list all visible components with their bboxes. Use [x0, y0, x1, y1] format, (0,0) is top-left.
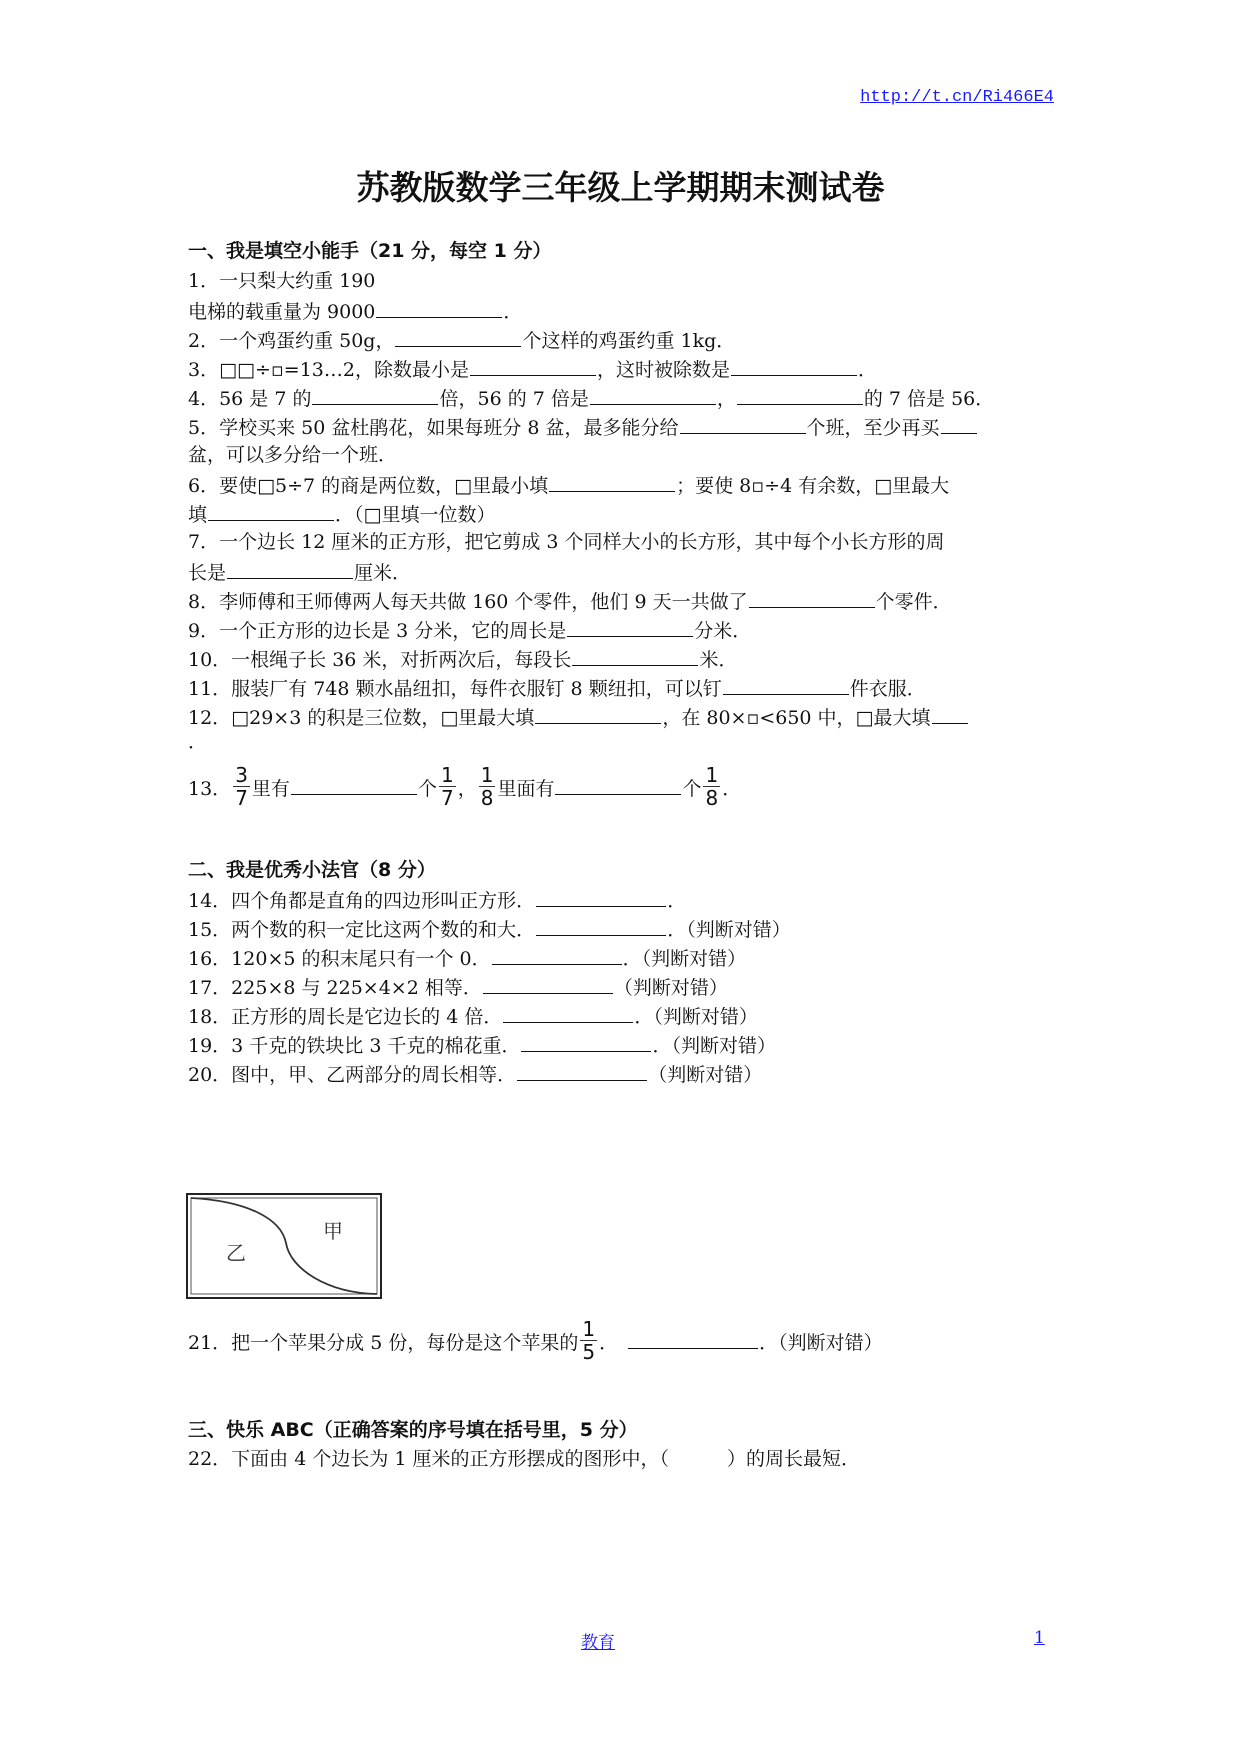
question-16 — [188, 944, 746, 970]
answer-blank[interactable] — [567, 616, 693, 637]
answer-blank[interactable] — [590, 384, 716, 405]
answer-blank[interactable] — [208, 500, 334, 521]
section-1-heading: 一、我是填空小能手（21 分，每空 1 分） — [188, 240, 552, 262]
question-text: 里面有 — [497, 778, 555, 800]
question-text: ． — [722, 778, 742, 800]
answer-blank[interactable] — [312, 384, 438, 405]
question-5 — [188, 413, 978, 439]
answer-blank[interactable] — [483, 973, 613, 994]
answer-blank[interactable] — [941, 413, 977, 434]
question-text: 电梯的载重量为 9000 — [188, 301, 376, 323]
answer-blank[interactable] — [536, 915, 666, 936]
fraction-numerator: 1 — [480, 762, 494, 787]
answer-blank[interactable] — [291, 774, 417, 795]
answer-blank[interactable] — [731, 355, 857, 376]
answer-blank[interactable] — [521, 1031, 651, 1052]
question-11 — [188, 674, 926, 700]
question-21 — [188, 1318, 883, 1368]
question-text: 2．一个鸡蛋约重 50g， — [188, 330, 395, 352]
question-1a — [188, 268, 375, 294]
question-text: （判断对错） — [613, 977, 728, 999]
question-text: 1．一只梨大约重 190 — [188, 270, 376, 292]
question-text: ．（判断对错） — [652, 1035, 776, 1057]
label-yi: 乙 — [226, 1241, 246, 1265]
answer-blank[interactable] — [680, 413, 806, 434]
question-text: 个 — [682, 778, 702, 800]
answer-blank[interactable] — [572, 645, 698, 666]
question-text: 个 — [417, 778, 437, 800]
page-number[interactable]: 1 — [1034, 1628, 1045, 1648]
question-text: 18．正方形的周长是它边长的 4 倍． — [188, 1006, 503, 1028]
question-5-cont — [188, 442, 397, 468]
answer-blank[interactable] — [503, 1002, 633, 1023]
question-19 — [188, 1031, 776, 1057]
answer-blank[interactable] — [723, 674, 849, 695]
question-12 — [188, 703, 969, 729]
question-text: 个班，至少再买 — [806, 417, 940, 439]
question-8 — [188, 587, 952, 613]
question-text: ． — [858, 359, 878, 381]
page-title: 苏教版数学三年级上学期期末测试卷 — [356, 168, 885, 207]
question-text: ． — [503, 301, 523, 323]
question-text: ．（□里填一位数） — [335, 504, 496, 526]
answer-blank[interactable] — [932, 703, 968, 724]
fraction — [479, 764, 496, 809]
fraction-numerator: 3 — [235, 762, 248, 787]
answer-blank[interactable] — [536, 886, 666, 907]
question-6 — [188, 471, 949, 497]
answer-blank[interactable] — [492, 944, 622, 965]
fraction — [703, 764, 720, 809]
question-text: 个这样的鸡蛋约重 1kg． — [522, 330, 736, 352]
question-10 — [188, 645, 737, 671]
question-text: 的 7 倍是 56． — [863, 388, 995, 410]
question-text: ，在 80×▫<650 中，□最大填 — [662, 707, 931, 729]
question-text: 倍，56 的 7 倍是 — [439, 388, 589, 410]
question-number: 13． — [188, 778, 232, 800]
fraction — [233, 764, 250, 809]
question-13 — [188, 764, 741, 814]
question-text: （判断对错） — [648, 1064, 763, 1086]
question-text: 17．225×8 与 225×4×2 相等． — [188, 977, 482, 999]
question-text: 米． — [699, 649, 738, 671]
question-text: 4．56 是 7 的 — [188, 388, 312, 410]
answer-blank[interactable] — [227, 558, 353, 579]
fraction-denominator: 7 — [440, 785, 454, 810]
section-2-heading: 二、我是优秀小法官（8 分） — [188, 859, 436, 881]
question-text: ，这时被除数是 — [596, 359, 730, 381]
footer-link[interactable]: 教育 — [581, 1633, 615, 1653]
outer-rectangle — [187, 1194, 381, 1298]
fraction-numerator: 1 — [705, 762, 719, 787]
fraction-denominator: 7 — [235, 785, 248, 810]
question-7-cont — [188, 558, 411, 584]
question-text: 11．服装厂有 748 颗水晶纽扣，每件衣服钉 8 颗纽扣，可以钉 — [188, 678, 722, 700]
question-text: 件衣服． — [849, 678, 926, 700]
question-text: ． — [667, 890, 687, 912]
question-22 — [188, 1446, 860, 1472]
answer-blank[interactable] — [549, 471, 675, 492]
answer-blank[interactable] — [517, 1060, 647, 1081]
answer-blank[interactable] — [535, 703, 661, 724]
question-9 — [188, 616, 751, 642]
question-text: ）的周长最短． — [727, 1448, 861, 1470]
question-text: 盆，可以多分给一个班． — [188, 444, 398, 466]
question-text: 22．下面由 4 个边长为 1 厘米的正方形摆成的图形中，（ — [188, 1448, 670, 1470]
header-link[interactable]: http://t.cn/Ri466E4 — [860, 88, 1054, 107]
fraction-numerator: 1 — [582, 1316, 596, 1341]
question-text: 7．一个边长 12 厘米的正方形，把它剪成 3 个同样大小的长方形，其中每个小长方形的周 — [188, 531, 945, 553]
question-text: 21．把一个苹果分成 5 份，每份是这个苹果的 — [188, 1332, 579, 1354]
question-1b — [188, 297, 522, 323]
question-text: 10．一根绳子长 36 米，对折两次后，每段长 — [188, 649, 572, 671]
split-rectangle-diagram — [186, 1193, 382, 1299]
question-18 — [188, 1002, 758, 1028]
question-20-figure — [186, 1193, 382, 1303]
fraction-denominator: 8 — [705, 785, 719, 810]
question-text: 厘米． — [354, 562, 412, 584]
question-text: 14．四个角都是直角的四边形叫正方形． — [188, 890, 536, 912]
question-text: 16．120×5 的积末尾只有一个 0． — [188, 948, 491, 970]
label-jia: 甲 — [323, 1219, 343, 1243]
question-text: 分米． — [694, 620, 752, 642]
answer-blank[interactable] — [749, 587, 875, 608]
question-12-cont — [188, 729, 207, 755]
question-text: ． — [188, 731, 208, 753]
fraction — [439, 764, 456, 809]
question-3 — [188, 355, 877, 381]
question-text: 19．3 千克的铁块比 3 千克的棉花重． — [188, 1035, 521, 1057]
question-text: 5．学校买来 50 盆杜鹃花，如果每班分 8 盆，最多能分给 — [188, 417, 679, 439]
question-17 — [188, 973, 728, 999]
question-text: 长是 — [188, 562, 227, 584]
question-14 — [188, 886, 686, 912]
question-20 — [188, 1060, 762, 1086]
question-15 — [188, 915, 791, 941]
question-text: 里有 — [251, 778, 290, 800]
question-6-cont — [188, 500, 495, 526]
question-text: ．（判断对错） — [622, 948, 747, 970]
question-text: ， — [457, 778, 477, 800]
question-text: ， — [716, 388, 736, 410]
fraction-numerator: 1 — [440, 762, 454, 787]
question-text: 3．□□÷▫=13…2，除数最小是 — [188, 359, 469, 381]
question-text: ．（判断对错） — [634, 1006, 758, 1028]
question-text: 个零件． — [875, 591, 952, 613]
question-text: ．（判断对错） — [667, 919, 791, 941]
question-text: 填 — [188, 504, 208, 526]
answer-blank[interactable] — [470, 355, 596, 376]
question-7 — [188, 529, 945, 555]
question-text: 6．要使□5÷7 的商是两位数，□里最小填 — [188, 475, 549, 497]
question-text: 20．图中，甲、乙两部分的周长相等． — [188, 1064, 517, 1086]
answer-blank[interactable] — [395, 326, 521, 347]
section-3-heading: 三、快乐 ABC（正确答案的序号填在括号里，5 分） — [188, 1419, 638, 1441]
fraction — [580, 1318, 597, 1363]
fraction-denominator: 8 — [480, 785, 494, 810]
answer-blank[interactable] — [628, 1328, 758, 1349]
question-text: 15．两个数的积一定比这两个数的和大． — [188, 919, 536, 941]
question-text: 12．□29×3 的积是三位数，□里最大填 — [188, 707, 535, 729]
question-4 — [188, 384, 994, 410]
question-2 — [188, 326, 735, 352]
answer-blank[interactable] — [555, 774, 681, 795]
question-text: ；要使 8▫÷4 有余数，□里最大 — [676, 475, 950, 497]
question-text: 8．李师傅和王师傅两人每天共做 160 个零件，他们 9 天一共做了 — [188, 591, 748, 613]
question-text: ． — [599, 1332, 619, 1354]
answer-blank[interactable] — [737, 384, 863, 405]
fraction-denominator: 5 — [582, 1339, 596, 1364]
answer-blank[interactable] — [376, 297, 502, 318]
question-text: 9．一个正方形的边长是 3 分米，它的周长是 — [188, 620, 567, 642]
question-text: ．（判断对错） — [759, 1332, 883, 1354]
